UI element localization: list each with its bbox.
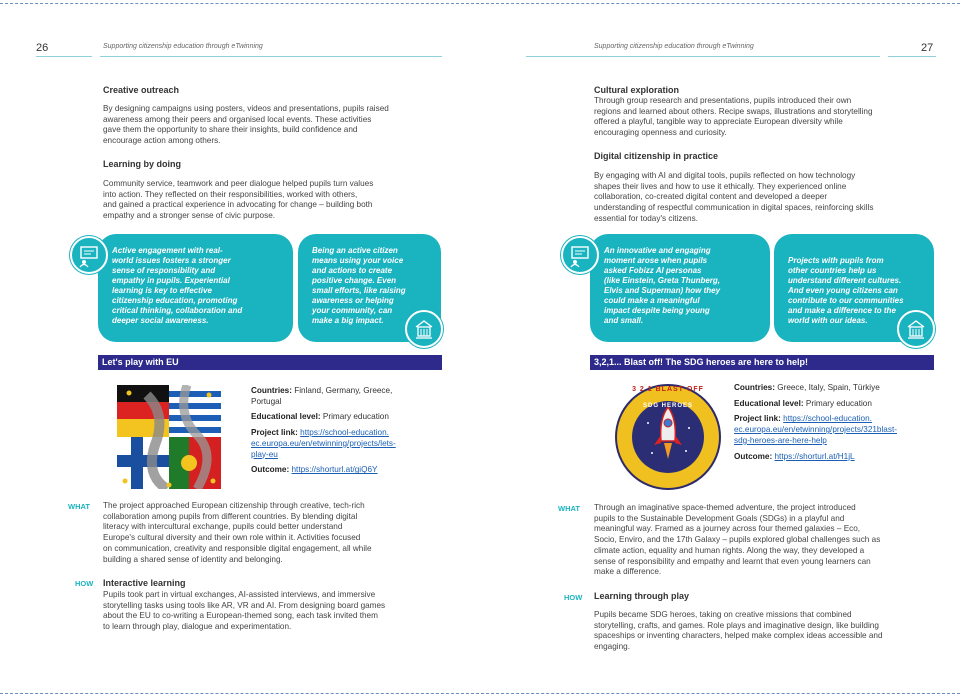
- quote-bubble: Projects with pupils from other countries help us understand different cultures. And even young citizens can contribute to our communities and make a difference to the world with our ideas.: [774, 234, 934, 342]
- level-value: Primary education: [322, 412, 389, 422]
- project-link[interactable]: https://school-education.: [783, 414, 872, 424]
- what-paragraph: Through an imaginative space-themed adventure, the project introduced pupils to the Sustainable Development Goals (SDGs) in a playful and meaningful way. Framed as a journey across four themed galaxies – Eco, Socio, Enviro, and the 17th Galaxy – pupils explored global challenges such as climate action, equality and human rights. Along the way, they developed a sense of responsibility and empathy and learnt that even young learners can make a difference.: [594, 503, 881, 577]
- quote-bubble: An innovative and engaging moment arose when pupils asked Fobizz AI personas (like Einstein, Greta Thunberg, Elvis and Superman) how they could make a meaningful impact despite being young and small.: [590, 234, 770, 342]
- section-heading: Creative outreach: [103, 85, 180, 95]
- project-meta: [251, 386, 396, 476]
- quote-bubble: Active engagement with real- world issues fosters a stronger sense of responsibility and empathy in pupils. Experiential learning is key to effective citizenship education, promoting critical thinking, collaboration and deeper social awareness.: [98, 234, 293, 342]
- section-paragraph: Community service, teamwork and peer dialogue helped pupils turn values into action. They reflected on their responsibilities, worked with others, and gained a practical experience in advocating for change – building both empathy and a stronger sense of civic purpose.: [103, 179, 374, 221]
- how-label: HOW: [564, 593, 583, 602]
- outcome-label: Outcome:: [251, 465, 290, 475]
- section-heading: Cultural exploration: [594, 85, 680, 95]
- teacher-board-icon: [70, 236, 108, 274]
- countries-value: Finland, Germany, Greece,: [294, 386, 393, 395]
- countries-label: Countries:: [734, 383, 775, 392]
- outcome-link[interactable]: https://shorturl.at/H1jL: [774, 451, 855, 461]
- header-rule: [36, 56, 92, 57]
- countries-value-cont: Portugal: [251, 396, 282, 406]
- running-title: Supporting citizenship education through eTwinning: [103, 43, 263, 50]
- quote-bubble: Being an active citizen means using your voice and actions to create positive change. Even small efforts, like raising awareness or helping your community, can make a big impact.: [298, 234, 441, 342]
- project-link-cont[interactable]: play-eu: [251, 449, 278, 459]
- logo-text-top: 3 2 1 BLAST OFF: [632, 386, 704, 393]
- project-logo-sdg-heroes: [614, 383, 722, 491]
- countries-label: Countries:: [251, 386, 292, 395]
- community-building-icon: [405, 310, 443, 348]
- project-link-cont[interactable]: sdg-heroes-are-here-help: [734, 435, 827, 445]
- what-label: WHAT: [68, 502, 90, 511]
- logo-text-mid: SDG HEROES: [642, 403, 693, 409]
- project-image-flags: [117, 385, 221, 489]
- what-paragraph: The project approached European citizenship through creative, tech-rich collaboration among pupils from different countries. By blending digital literacy with intercultural exchange, pupils could better understand Europe's cultural diversity and their own role within it. Activities focused on communication, creativity and responsible digital engagement, all while building a shared sense of identity and belonging.: [103, 501, 372, 564]
- section-paragraph: Through group research and presentations, pupils introduced their own regions and learned about others. Recipe swaps, illustrations and storytelling offered a playful, tangible way to appreciate European diversity while encouraging openness and curiosity.: [594, 96, 873, 138]
- project-link[interactable]: https://school-education.: [300, 428, 389, 438]
- how-paragraph: Pupils became SDG heroes, taking on creative missions that combined storytelling, crafts, and games. Role plays and imaginative design, like building spaceships or inventing characters, helped make complex ideas accessible and engaging.: [594, 610, 883, 652]
- community-building-icon: [897, 310, 935, 348]
- project-link-cont[interactable]: ec.europa.eu/en/etwinning/projects/lets-: [251, 438, 396, 448]
- section-paragraph: By engaging with AI and digital tools, pupils reflected on how technology shapes their lives and how to use it ethically. They experienced online collaboration, co-created digital content and developed a deeper understanding of respectful communication in digital spaces, reinforcing skills essential for today's citizens.: [594, 171, 874, 223]
- page-number: 27: [921, 42, 934, 54]
- header-rule: [100, 56, 442, 57]
- how-label: HOW: [75, 579, 94, 588]
- section-heading: Digital citizenship in practice: [594, 151, 719, 161]
- how-paragraph: Pupils took part in virtual exchanges, AI-assisted interviews, and immersive storytelling tasks using tools like AR, VR and AI. From designing board games about the EU to co-writing a European-themed song, each task invited them to learn through play, dialogue and experimentation.: [103, 590, 386, 632]
- header-rule: [888, 56, 936, 57]
- level-value: Primary education: [805, 398, 872, 408]
- how-heading: Learning through play: [594, 591, 690, 601]
- project-title-banner: Let's play with EU: [98, 355, 442, 370]
- level-label: Educational level:: [251, 412, 321, 422]
- header-rule: [526, 56, 880, 57]
- what-label: WHAT: [558, 504, 580, 513]
- right-page: [480, 0, 960, 698]
- how-heading: Interactive learning: [103, 578, 186, 588]
- outcome-link[interactable]: https://shorturl.at/giQ6Y: [291, 465, 378, 475]
- section-heading: Learning by doing: [103, 159, 181, 169]
- project-title-banner: 3,2,1... Blast off! The SDG heroes are here to help!: [590, 355, 934, 370]
- link-label: Project link:: [251, 428, 298, 438]
- link-label: Project link:: [734, 414, 781, 424]
- outcome-label: Outcome:: [734, 451, 773, 461]
- countries-value: Greece, Italy, Spain, Türkiye: [777, 383, 880, 392]
- page-number: 26: [36, 42, 49, 54]
- section-paragraph: By designing campaigns using posters, videos and presentations, pupils raised awareness among their peers and organised local events. These activities gave them the opportunity to share their insights, build confidence and encourage action among others.: [103, 104, 389, 146]
- running-title: Supporting citizenship education through eTwinning: [594, 43, 754, 50]
- project-link-cont[interactable]: ec.europa.eu/en/etwinning/projects/321blast-: [734, 425, 897, 435]
- teacher-board-icon: [561, 236, 599, 274]
- level-label: Educational level:: [734, 398, 804, 408]
- project-meta: [734, 383, 897, 462]
